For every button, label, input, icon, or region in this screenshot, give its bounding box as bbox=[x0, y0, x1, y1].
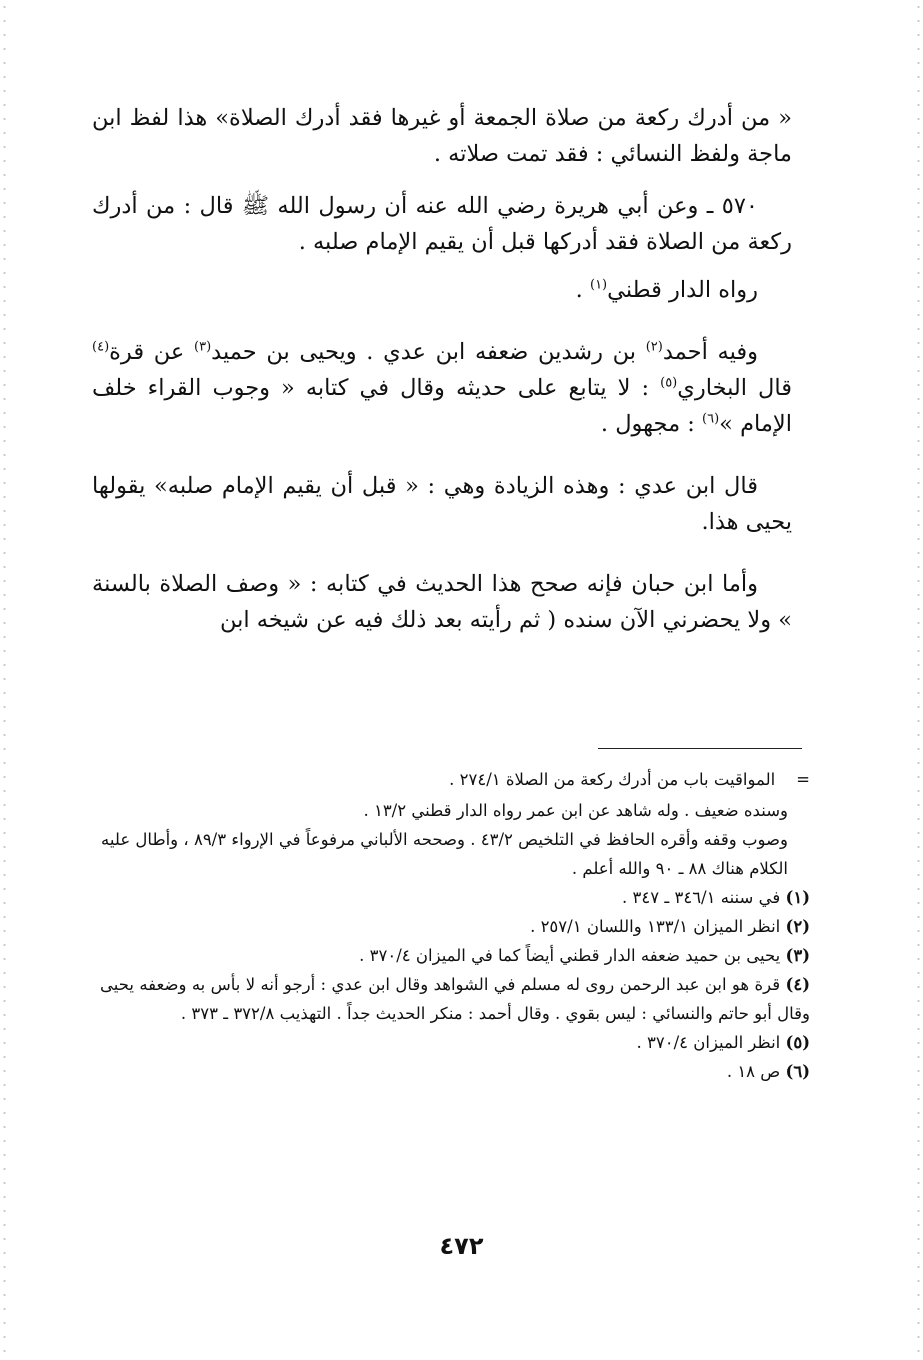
footnote-continuation-first bbox=[100, 765, 810, 794]
critique-part-b: بن رشدين ضعفه ابن عدي . ويحيى بن حميد bbox=[211, 339, 646, 365]
footnote-text: في سننه ٣٤٦/١ ـ ٣٤٧ . bbox=[622, 888, 786, 907]
footnote-continuation-2: وسنده ضعيف . وله شاهد عن ابن عمر رواه الدار قطني ١٣/٢ . bbox=[363, 801, 788, 820]
footnotes bbox=[100, 765, 810, 1086]
footnote-3 bbox=[100, 941, 810, 970]
continuation-marker: = bbox=[796, 770, 810, 789]
scan-edge-dots-left bbox=[3, 0, 6, 1360]
narration-text: رواه الدار قطني bbox=[607, 277, 758, 303]
footnote-number: (١) bbox=[785, 888, 810, 907]
footnote-ref-3: (٣) bbox=[194, 339, 212, 355]
footnote-2 bbox=[100, 912, 810, 941]
footnote-ref-4: (٤) bbox=[92, 339, 110, 355]
paragraph-hadith-569-end: « من أدرك ركعة من صلاة الجمعة أو غيرها فقد أدرك الصلاة» هذا لفظ ابن ماجة ولفظ النسائي : فقد تمت صلاته . bbox=[92, 105, 792, 167]
paragraph-ibn-adi: قال ابن عدي : وهذه الزيادة وهي : « قبل أن يقيم الإمام صلبه» يقولها يحيى هذا. bbox=[92, 473, 792, 535]
paragraph-hadith-570: ٥٧٠ ـ وعن أبي هريرة رضي الله عنه أن رسول الله ﷺ قال : من أدرك ركعة من الصلاة فقد أدركها قبل أن يقيم الإمام صلبه . bbox=[92, 193, 792, 255]
narration-end: . bbox=[575, 277, 590, 303]
main-text bbox=[92, 100, 792, 638]
critique-part-c: عن قرة bbox=[109, 339, 195, 365]
page-number: ٤٧٢ bbox=[439, 1232, 484, 1260]
footnote-text: ص ١٨ . bbox=[726, 1062, 786, 1081]
paragraph-isnad-critique bbox=[92, 334, 792, 442]
footnote-6 bbox=[100, 1057, 810, 1086]
critique-part-e: : لا يتابع على حديثه وقال في كتابه « وجوب القراء خلف الإمام » bbox=[92, 375, 792, 437]
footnote-number: (٢) bbox=[785, 917, 810, 936]
footnote-number: (٣) bbox=[785, 946, 810, 965]
footnote-ref-2: (٢) bbox=[645, 339, 663, 355]
continuation-text-1: المواقيت باب من أدرك ركعة من الصلاة ٢٧٤/١ . bbox=[449, 770, 776, 789]
footnote-text: انظر الميزان ٣٧٠/٤ . bbox=[636, 1033, 786, 1052]
footnote-text: يحيى بن حميد ضعفه الدار قطني أيضاً كما في الميزان ٣٧٠/٤ . bbox=[359, 946, 786, 965]
critique-part-d: قال البخاري bbox=[677, 375, 792, 401]
paragraph-ibn-hibban: وأما ابن حبان فإنه صحح هذا الحديث في كتابه : « وصف الصلاة بالسنة » ولا يحضرني الآن سنده ( ثم رأيته بعد ذلك فيه عن شيخه ابن bbox=[92, 571, 792, 633]
footnote-4 bbox=[100, 970, 810, 1028]
footnote-5 bbox=[100, 1028, 810, 1057]
footnote-text: قرة هو ابن عبد الرحمن روى له مسلم في الشواهد وقال ابن عدي : أرجو أنه لا بأس به وضعفه يحيى وقال أبو حاتم والنسائي : ليس بقوي . وقال أحمد : منكر الحديث جداً . التهذيب ٣٧٢/٨ ـ ٣٧٣ . bbox=[100, 975, 810, 1023]
footnote-ref-5: (٥) bbox=[660, 375, 678, 391]
footnote-1 bbox=[100, 883, 810, 912]
footnote-continuation-3: وصوب وقفه وأقره الحافظ في التلخيص ٤٣/٢ . وصححه الألباني مرفوعاً في الإرواء ٨٩/٣ ، وأطال عليه الكلام هناك ٨٨ ـ ٩٠ والله أعلم . bbox=[101, 830, 788, 878]
paragraph-narration-source bbox=[92, 272, 792, 308]
critique-part-f: : مجهول . bbox=[600, 411, 703, 437]
footnote-ref-1: (١) bbox=[589, 277, 608, 293]
scan-edge-dots-right bbox=[917, 0, 920, 1360]
footnote-separator bbox=[598, 748, 802, 749]
footnote-number: (٤) bbox=[785, 975, 810, 994]
footnote-text: انظر الميزان ١٣٣/١ واللسان ٢٥٧/١ . bbox=[530, 917, 786, 936]
footnote-ref-6: (٦) bbox=[702, 411, 720, 427]
footnote-number: (٥) bbox=[785, 1033, 810, 1052]
critique-part-a: وفيه أحمد bbox=[662, 339, 758, 365]
footnote-number: (٦) bbox=[785, 1062, 810, 1081]
